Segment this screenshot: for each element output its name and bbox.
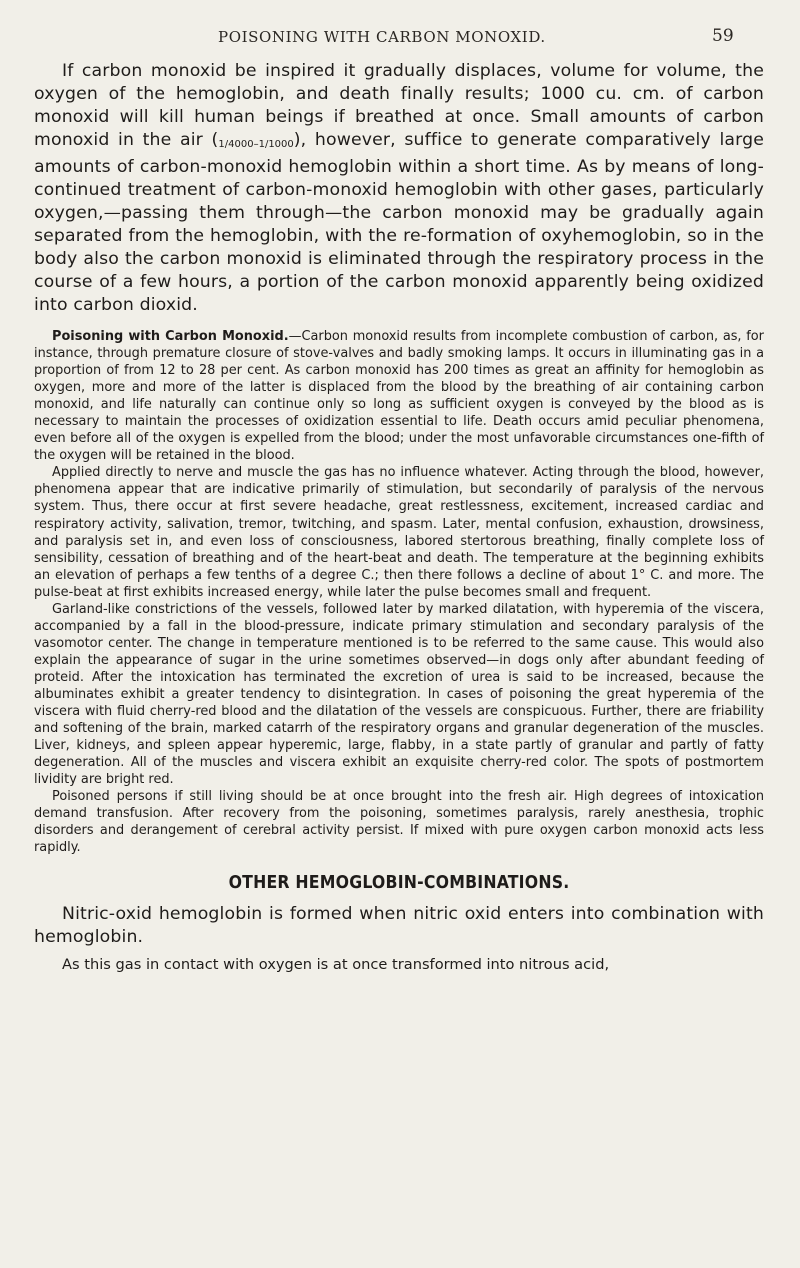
nitric-oxid-paragraph: Nitric-oxid hemoglobin is formed when nitric oxid enters into combination with hemoglobin. (34, 904, 764, 948)
running-head (0, 28, 800, 48)
nitric-oxid-continuation: As this gas in contact with oxygen is at once transformed into nitrous acid, (62, 956, 610, 974)
running-title: POISONING WITH CARBON MONOXID. (218, 28, 546, 46)
lead-text-part1: If carbon monoxid be inspired it gradually displaces, volume for volume, the oxygen of the hemoglobin, and death finally results; 1000 cu. cm. of carbon monoxid will kill human beings if breathed at once. Small amounts of carbon monoxid in the air ( (34, 61, 764, 150)
page-number: 59 (712, 26, 734, 46)
page-body (34, 60, 764, 974)
section-run-in-heading: Poisoning with Carbon Monoxid. (52, 329, 289, 344)
section-heading: OTHER HEMOGLOBIN-COMBINATIONS. (228, 873, 570, 894)
section-paragraph-3: Garland-like constrictions of the vessels, followed later by marked dilatation, with hyperemia of the viscera, accompanied by a fall in the blood-pressure, indicate primary stimulation and secondary paralysis of the vasomotor center. The change in temperature mentioned is to be referred to the same cause. This would also explain the appearance of sugar in the urine sometimes observed—in dogs only after abundant feeding of proteid. After the intoxication has terminated the excretion of urea is said to be increased, because the albuminates exhibit a greater tendency to disintegration. In cases of poisoning the great hyperemia of the viscera with fluid cherry-red blood and the dilatation of the vessels are conspicuous. Further, there are friability and softening of the brain, marked catarrh of the respiratory organs and granular degeneration of the muscles. Liver, kidneys, and spleen appear hyperemic, large, flabby, in a state partly of granular and partly of fatty degeneration. All of the muscles and viscera exhibit an exquisite cherry-red color. The spots of postmortem lividity are bright red. (34, 601, 764, 788)
section-paragraph-1 (34, 328, 764, 464)
lead-text-part2: ), however, suffice to generate comparatively large amounts of carbon-monoxid hemoglobin within a short time. As by means of long-continued treatment of carbon-monoxid hemoglobin with other gases, particularly oxygen,—passing them through—the carbon monoxid may be gradually again separated from the hemoglobin, with the re-formation of oxyhemoglobin, so in the body also the carbon monoxid is eliminated through the respiratory process in the course of a few hours, a portion of the carbon monoxid apparently being oxidized into carbon dioxid. (34, 130, 764, 315)
dilution-fraction: 1/4000–1/1000 (218, 139, 294, 150)
section-paragraph-1-text: —Carbon monoxid results from incomplete combustion of carbon, as, for instance, through premature closure of stove-valves and badly smoking lamps. It occurs in illuminating gas in a proportion of from 12 to 28 per cent. As carbon monoxid has 200 times as great an affinity for hemoglobin as oxygen, more and more of the latter is displaced from the blood by the breathing of air containing carbon monoxid, and life naturally can continue only so long as sufficient oxygen is conveyed by the blood as is necessary to maintain the processes of oxidization essential to life. Death occurs amid peculiar phenomena, even before all of the oxygen is expelled from the blood; under the most unfavorable circumstances one-fifth of the oxygen will be retained in the blood. (34, 329, 764, 464)
lead-paragraph (34, 60, 764, 317)
section-paragraph-2: Applied directly to nerve and muscle the gas has no influence whatever. Acting through the blood, however, phenomena appear that are indicative primarily of stimulation, but secondarily of paralysis of the nervous system. Thus, there occur at first severe headache, great restlessness, excitement, increased cardiac and respiratory activity, salivation, tremor, twitching, and spasm. Later, mental confusion, exhaustion, drowsiness, and paralysis set in, and even loss of consciousness, labored stertorous breathing, finally complete loss of sensibility, cessation of breathing and of the heart-beat and death. The temperature at the beginning exhibits an elevation of perhaps a few tenths of a degree C.; then there follows a decline of about 1° C. and more. The pulse-beat at first exhibits increased energy, while later the pulse becomes small and frequent. (34, 465, 764, 600)
section-paragraph-4: Poisoned persons if still living should be at once brought into the fresh air. High degrees of intoxication demand transfusion. After recovery from the poisoning, sometimes paralysis, rarely anesthesia, trophic disorders and derangement of cerebral activity persist. If mixed with pure oxygen carbon monoxid acts less rapidly. (34, 789, 764, 856)
